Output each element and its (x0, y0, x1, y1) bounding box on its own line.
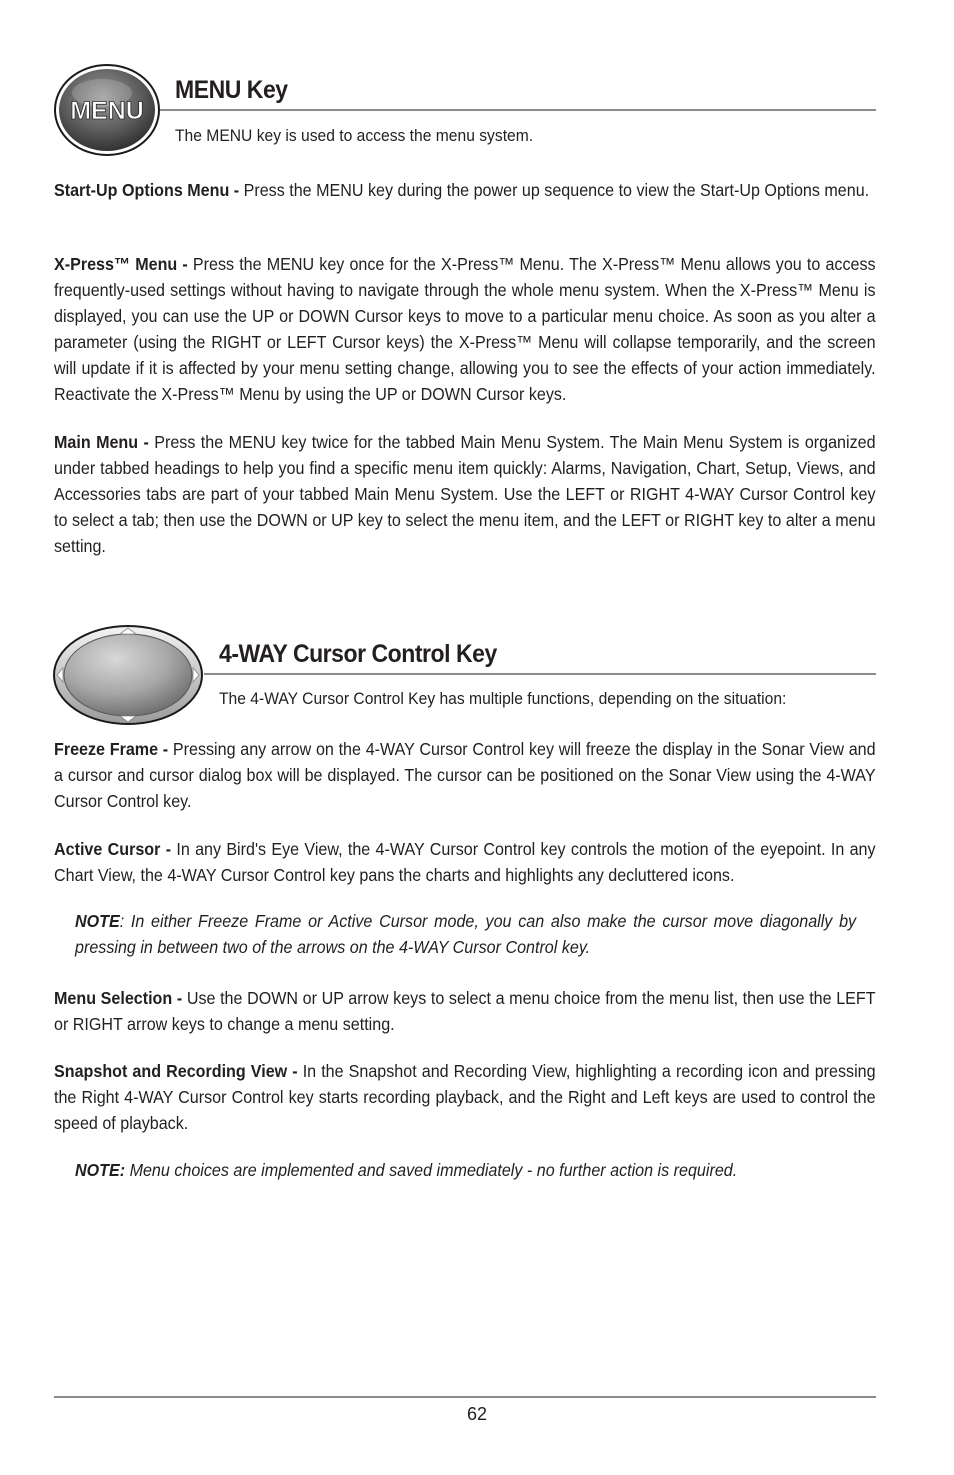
active-cursor-lead: Active Cursor - (54, 839, 172, 859)
page-number: 62 (466, 1404, 488, 1424)
active-cursor-text: In any Bird's Eye View, the 4-WAY Cursor Control key controls the motion of the eyepoint. In any Chart View, the 4-WAY Cursor Control key pans the charts and highlights any decluttered icons. (54, 839, 876, 885)
menu-key-heading: MENU Key (175, 76, 288, 104)
start-up-options-paragraph (54, 177, 876, 203)
menu-choices-note (75, 1157, 856, 1183)
snapshot-recording-text: In the Snapshot and Recording View, highlighting a recording icon and pressing the Right 4-WAY Cursor Control key starts recording playback, and the Right and Left keys are used to control the speed of playback. (54, 1061, 876, 1133)
main-menu-text: Press the MENU key twice for the tabbed Main Menu System. The Main Menu System is organized under tabbed headings to help you find a specific menu item quickly: Alarms, Navigation, Chart, Setup, Views, and Accessories tabs are part of your tabbed Main Menu System. Use the LEFT or RIGHT 4-WAY Cursor Control key to select a tab; then use the DOWN or UP key to select the menu item, and the LEFT or RIGHT key to alter a menu setting. (54, 432, 876, 556)
menu-selection-paragraph (54, 985, 876, 1037)
snapshot-recording-paragraph (54, 1058, 876, 1136)
freeze-frame-text: Pressing any arrow on the 4-WAY Cursor Control key will freeze the display in the Sonar View and a cursor and cursor dialog box will be displayed. The cursor can be positioned on the Sonar View using the 4-WAY Cursor Control key. (54, 739, 876, 811)
menu-selection-lead: Menu Selection - (54, 988, 183, 1008)
menu-selection-text: Use the DOWN or UP arrow keys to select a menu choice from the menu list, then use the LEFT or RIGHT arrow keys to change a menu setting. (54, 988, 876, 1034)
cursor-key-icon (52, 624, 204, 726)
menu-key-heading-rule (160, 109, 876, 111)
menu-choices-note-lead: NOTE: (75, 1160, 126, 1180)
snapshot-recording-lead: Snapshot and Recording View - (54, 1061, 298, 1081)
diagonal-cursor-note-lead: NOTE (75, 911, 120, 931)
menu-key-intro: The MENU key is used to access the menu system. (175, 126, 534, 145)
main-menu-lead: Main Menu - (54, 432, 149, 452)
main-menu-paragraph (54, 429, 876, 559)
menu-key-icon-label: MENU (70, 97, 144, 125)
x-press-menu-lead: X-Press™ Menu - (54, 254, 188, 274)
footer-rule (54, 1396, 876, 1398)
menu-choices-note-text: Menu choices are implemented and saved immediately - no further action is required. (125, 1160, 738, 1180)
cursor-key-heading-rule (204, 673, 876, 675)
active-cursor-paragraph (54, 836, 876, 888)
freeze-frame-paragraph (54, 736, 876, 814)
x-press-menu-text: Press the MENU key once for the X-Press™ Menu. The X-Press™ Menu allows you to access frequently-used settings without having to navigate through the whole menu system. When the X-Press™ Menu is displayed, you can use the UP or DOWN Cursor keys to move to a particular menu choice. As soon as you alter a parameter (using the RIGHT or LEFT Cursor keys) the X-Press™ Menu will collapse temporarily, and the screen will update if it is affected by your menu setting change, allowing you to see the effects of your action immediately. Reactivate the X-Press™ Menu by using the UP or DOWN Cursor keys. (54, 254, 876, 404)
cursor-key-intro: The 4-WAY Cursor Control Key has multiple functions, depending on the situation: (219, 689, 787, 708)
start-up-options-text: Press the MENU key during the power up sequence to view the Start-Up Options menu. (239, 180, 870, 200)
x-press-menu-paragraph (54, 251, 876, 407)
freeze-frame-lead: Freeze Frame - (54, 739, 169, 759)
cursor-key-heading: 4-WAY Cursor Control Key (219, 640, 497, 668)
start-up-options-lead: Start-Up Options Menu - (54, 180, 240, 200)
menu-key-icon (52, 63, 162, 157)
diagonal-cursor-note (75, 908, 856, 960)
diagonal-cursor-note-text: : In either Freeze Frame or Active Cursor mode, you can also make the cursor move diagonally by pressing in between two of the arrows on the 4-WAY Cursor Control key. (75, 911, 857, 957)
